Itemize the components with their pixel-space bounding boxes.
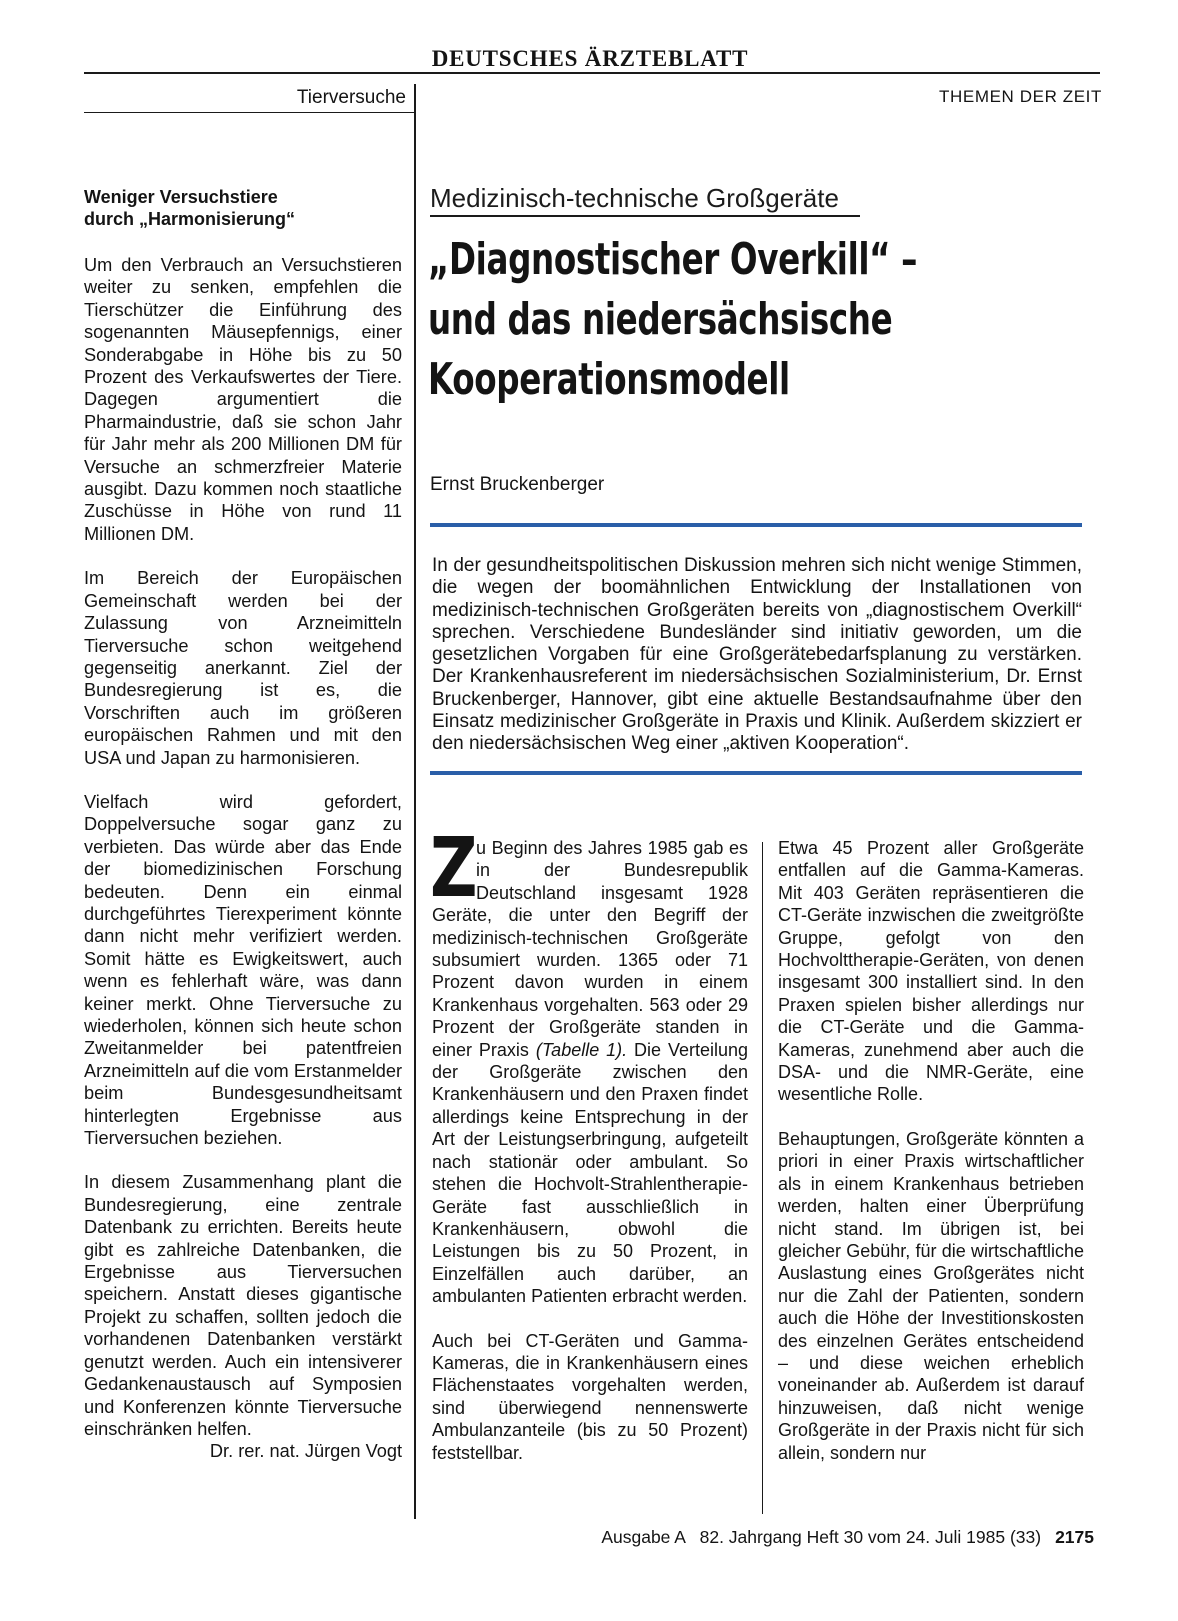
headline-line-2: und das niedersächsische xyxy=(428,294,893,345)
sidebar-heading-line2: durch „Harmonisierung“ xyxy=(84,209,296,229)
header-rule xyxy=(84,72,1100,74)
page-number: 2175 xyxy=(1055,1527,1094,1547)
headline-line-1: „Diagnostischer Overkill“ – xyxy=(428,234,918,285)
sidebar-author-row xyxy=(84,1440,402,1462)
issue-info: Ausgabe A 82. Jahrgang Heft 30 vom 24. Juli 1985 (33) xyxy=(601,1527,1042,1547)
lead-rule-bottom xyxy=(430,771,1082,775)
drop-cap: Z xyxy=(430,821,478,916)
article-byline: Ernst Bruckenberger xyxy=(430,474,605,495)
article-kicker: Medizinisch-technische Großgeräte xyxy=(430,183,839,213)
body-paragraph-4: Behauptungen, Großgeräte könnten a priori in einer Praxis wirtschaftlicher als in einem Krankenhaus betrieben werden, halten einer Überprüfung nicht stand. Im übrigen ist, bei gleicher Gebühr, für die wirtschaftliche Auslastung eines Großgerätes nicht nur die Zahl der Patienten, sondern auch die Höhe der Investitionskosten des einzelnen Gerätes entscheidend – und diese weichen erheblich voneinander ab. Außerdem ist darauf hinzuweisen, daß nicht wenige Großgeräte in der Praxis nicht für sich allein, sondern nur xyxy=(778,1128,1084,1463)
kicker-underline xyxy=(430,215,860,217)
headline-line-3: Kooperationsmodell xyxy=(428,354,790,405)
sidebar-paragraph-3: Vielfach wird gefordert, Doppelversuche sogar ganz zu verbieten. Das würde aber das Ende der biomedizinischen Forschung bedeuten. Denn ein einmal durchgeführtes Tierexperiment könnte dann nicht mehr verifiziert werden. Somit hätte es Ewigkeitswert, auch wenn es fehlerhaft wäre, was dann keiner merkt. Ohne Tierversuche zu wiederholen, können sich heute schon Zweitanmelder bei patentfreien Arzneimitteln auf die vom Erstanmelder beim Bundesgesundheitsamt hinterlegten Ergebnisse aus Tierversuchen beziehen. xyxy=(84,791,402,1149)
sidebar-heading-line1: Weniger Versuchstiere xyxy=(84,187,278,207)
lead-rule-top xyxy=(430,523,1082,527)
sidebar-paragraph-1: Um den Verbrauch an Versuchstieren weiter zu senken, empfehlen die Tierschützer die Einführung des sogenannten Mäusepfennigs, einer Sonderabgabe in Höhe bis zu 50 Prozent des Verkaufswertes der Tiere. Dagegen argumentiert die Pharmaindustrie, daß sie schon Jahr für Jahr mehr als 200 Millionen DM für Versuche an schmerzfreier Materie ausgibt. Dazu kommen noch staatliche Zuschüsse in Höhe von rund 11 Millionen DM. xyxy=(84,255,402,544)
section-rule-left xyxy=(84,112,414,113)
body-paragraph-3: Etwa 45 Prozent aller Großgeräte entfallen auf die Gamma-Kameras. Mit 403 Geräten repräsentieren die CT-Geräte inzwischen die zweitgrößte Gruppe, gefolgt von den Hochvolttherapie-Geräten, von denen insgesamt 300 installiert sind. In den Praxen spielen bisher allerdings nur die CT-Geräte und die Gamma-Kameras, zunehmend aber auch die DSA- und die NMR-Geräte, eine wesentliche Rolle. xyxy=(778,838,1084,1105)
body-column-2 xyxy=(778,837,1084,1486)
masthead: DEUTSCHES ÄRZTEBLATT xyxy=(431,46,749,71)
sidebar-heading xyxy=(84,186,402,230)
body-column-1 xyxy=(430,821,749,1486)
sidebar-paragraph-4-text: In diesem Zusammenhang plant die Bundesregierung, eine zentrale Datenbank zu errichten. Bereits heute gibt es zahlreiche Datenbanken, die Ergebnisse aus Tierversuchen speichern. Anstatt dieses gigantische Projekt zu schaffen, sollten jedoch die vorhandenen Datenbanken verstärkt genutzt werden. Auch ein intensiverer Gedankenaustausch auf Symposien und Konferenzen könnte Tierversuche einschränken helfen. xyxy=(84,1172,402,1439)
body-paragraph-2: Auch bei CT-Geräten und Gamma-Kameras, die in Krankenhäusern eines Flächenstaates vorgehalten werden, sind überwiegend nennenswerte Ambulanzanteile (bis zu 50 Prozent) feststellbar. xyxy=(432,1330,748,1463)
table-reference: (Tabelle 1). xyxy=(535,1039,628,1060)
sidebar-paragraph-4 xyxy=(84,1171,402,1440)
sidebar-author: Dr. rer. nat. Jürgen Vogt xyxy=(209,1441,402,1462)
article-headline xyxy=(428,230,924,410)
body-paragraph-1-a: u Beginn des Jahres 1985 gab es in der Bundesrepublik Deutschland insgesamt 1928 Geräte, die unter den Begriff der medizinisch-technischen Großgeräte subsumiert wurden. 1365 oder 71 Prozent davon wurden in einem Krankenhaus vorgehalten. 563 oder 29 Prozent der Großgeräte standen in einer Praxis xyxy=(432,838,748,1060)
body-column-separator xyxy=(762,842,763,1514)
sidebar-paragraph-2: Im Bereich der Europäischen Gemeinschaft werden bei der Zulassung von Arzneimitteln Tierversuche schon weitgehend gegenseitig anerkannt. Ziel der Bundesregierung ist es, die Vorschriften auch im größeren europäischen Rahmen und mit den USA und Japan zu harmonisieren. xyxy=(84,568,402,768)
body-paragraph-1 xyxy=(430,821,749,1308)
column-divider xyxy=(414,84,416,1519)
page-footer xyxy=(601,1527,1094,1548)
section-label-left: Tierversuche xyxy=(296,87,406,108)
article-lead: In der gesundheitspolitischen Diskussion mehren sich nicht wenige Stimmen, die wegen der boomähnlichen Entwicklung der Installationen von medizinisch-technischen Großgeräten bereits von „diagnostischem Overkill“ sprechen. Verschiedene Bundesländer sind initiativ geworden, um die gesetzlichen Vorgaben für eine Großgerätebedarfsplanung zu verstärken. Der Krankenhausreferent im niedersächsischen Sozialministerium, Dr. Ernst Bruckenberger, Hannover, gibt eine aktuelle Bestandsaufnahme über den Einsatz medizinischer Großgeräte in Praxis und Klinik. Außerdem skizziert er den niedersächsischen Weg einer „aktiven Kooperation“. xyxy=(432,555,1082,755)
sidebar-article xyxy=(84,186,402,1463)
body-paragraph-1-b: Die Verteilung der Großgeräte zwischen den Krankenhäusern und den Praxen findet allerdings keine Entsprechung in der Art der Leistungserbringung, aufgeteilt nach stationär oder ambulant. So stehen die Hochvolt-Strahlentherapie-Geräte fast ausschließlich in Krankenhäusern, obwohl die Leistungen bis zu 50 Prozent, in Einzelfällen auch darüber, an ambulanten Patienten erbracht werden. xyxy=(432,1039,749,1307)
section-label-right: THEMEN DER ZEIT xyxy=(939,87,1102,106)
